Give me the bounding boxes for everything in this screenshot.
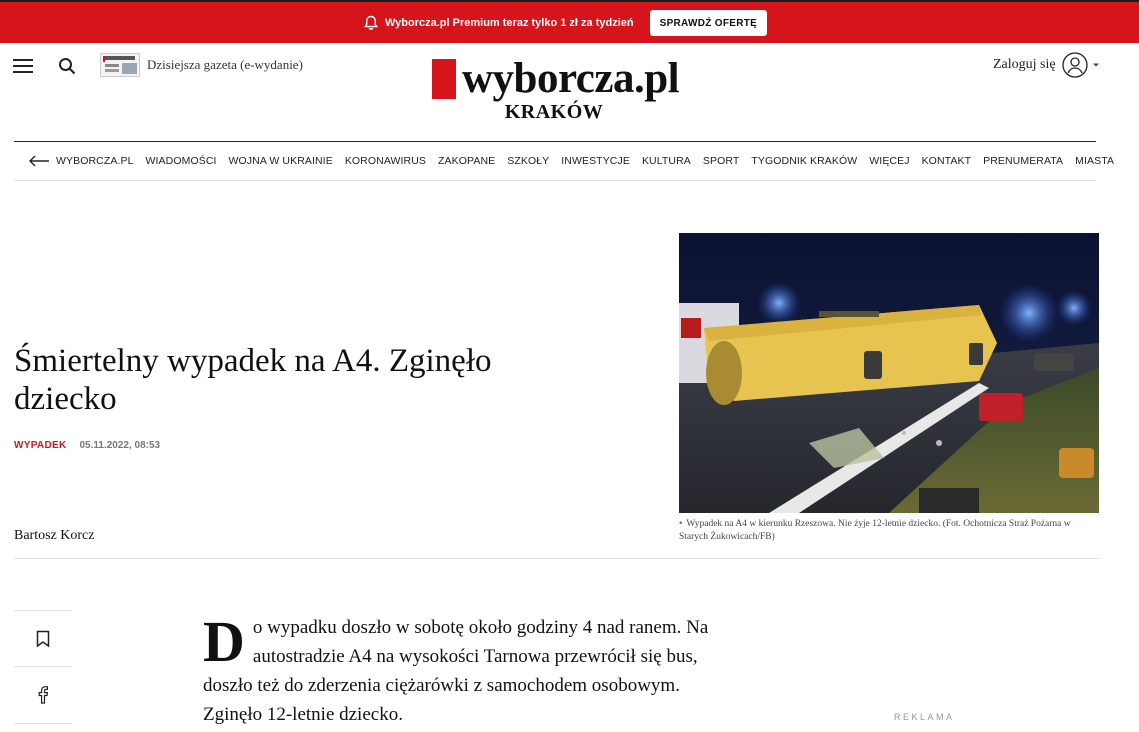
nav-item-wojna[interactable]: WOJNA W UKRAINIE (228, 155, 333, 167)
logo-text: wyborcza.pl (462, 55, 680, 102)
bookmark-icon (36, 630, 50, 648)
arrow-left-icon (28, 155, 50, 167)
nav-item-kultura[interactable]: KULTURA (641, 155, 691, 167)
article-meta (14, 440, 160, 451)
nav-item-zakopane[interactable]: ZAKOPANE (438, 155, 496, 167)
caption-text: Wypadek na A4 w kierunku Rzeszowa. Nie żyje 12-letnie dziecko. (Fot. Ochotnicza Straż Pożarna w Starych Żukowicach/FB) (679, 519, 1071, 542)
author-name[interactable]: Bartosz Korcz (14, 528, 95, 543)
login-area[interactable] (993, 52, 1100, 78)
nav-item-wiecej[interactable]: WIĘCEJ (869, 155, 910, 167)
nav-item-kontakt[interactable]: KONTAKT (921, 155, 972, 167)
facebook-share-button[interactable] (14, 666, 72, 724)
article-divider (14, 558, 1099, 559)
search-icon[interactable] (58, 57, 76, 75)
share-toolbar (14, 610, 72, 724)
nav-item-wiadomosci[interactable]: WIADOMOŚCI (145, 155, 217, 167)
nav-item-prenumerata[interactable]: PRENUMERATA (983, 155, 1064, 167)
nav-back-label: WYBORCZA.PL (56, 155, 134, 167)
accident-photo-illustration (679, 233, 1099, 513)
logo-mark (432, 59, 456, 99)
article-lead (203, 609, 733, 729)
login-link[interactable]: Zaloguj się (993, 57, 1056, 72)
drop-cap: D (203, 609, 245, 674)
photo-caption (679, 518, 1099, 544)
epaper-link[interactable]: Dzisiejsza gazeta (e-wydanie) (147, 57, 303, 72)
nav-item-koronawirus[interactable]: KORONAWIRUS (344, 155, 427, 167)
nav-item-miasta[interactable]: MIASTA (1075, 155, 1115, 167)
article-headline: Śmiertelny wypadek na A4. Zginęło dziecko (14, 343, 492, 417)
promo-bar (0, 0, 1139, 43)
hamburger-icon[interactable] (13, 57, 33, 75)
promo-text[interactable]: Wyborcza.pl Premium teraz tylko 1 zł za tydzień (385, 17, 634, 29)
article-photo[interactable] (679, 233, 1099, 513)
promo-content (363, 9, 767, 37)
nav-item-sport[interactable]: SPORT (702, 155, 740, 167)
publish-date: 05.11.2022, 08:53 (79, 440, 161, 451)
nav-item-tygodnik[interactable]: TYGODNIK KRAKÓW (751, 155, 858, 167)
nav-item-inwestycje[interactable]: INWESTYCJE (561, 155, 630, 167)
bookmark-button[interactable] (14, 610, 72, 666)
bell-icon (363, 15, 379, 31)
user-icon[interactable] (1062, 52, 1088, 78)
nav-back-link[interactable] (28, 155, 134, 167)
site-logo[interactable] (432, 55, 680, 102)
check-offer-button[interactable]: SPRAWDŹ OFERTĘ (650, 10, 768, 36)
category-tag[interactable]: WYPADEK (14, 440, 67, 451)
epaper-thumbnail[interactable] (100, 53, 140, 77)
ad-label: REKLAMA (894, 712, 955, 722)
section-nav (14, 142, 1115, 181)
caption-bullet: • (679, 519, 683, 529)
edition-title[interactable]: KRAKÓW (504, 101, 604, 123)
nav-item-szkoly[interactable]: SZKOŁY (507, 155, 550, 167)
facebook-icon (38, 686, 48, 704)
lead-text: o wypadku doszło w sobotę około godziny 4 nad ranem. Na autostradzie A4 na wysokości Tarnowa przewrócił się bus, doszło też do zderzenia ciężarówki z samochodem osobowym. Zginęło 12-letnie dziecko. (203, 617, 709, 725)
chevron-down-icon[interactable] (1092, 62, 1100, 68)
